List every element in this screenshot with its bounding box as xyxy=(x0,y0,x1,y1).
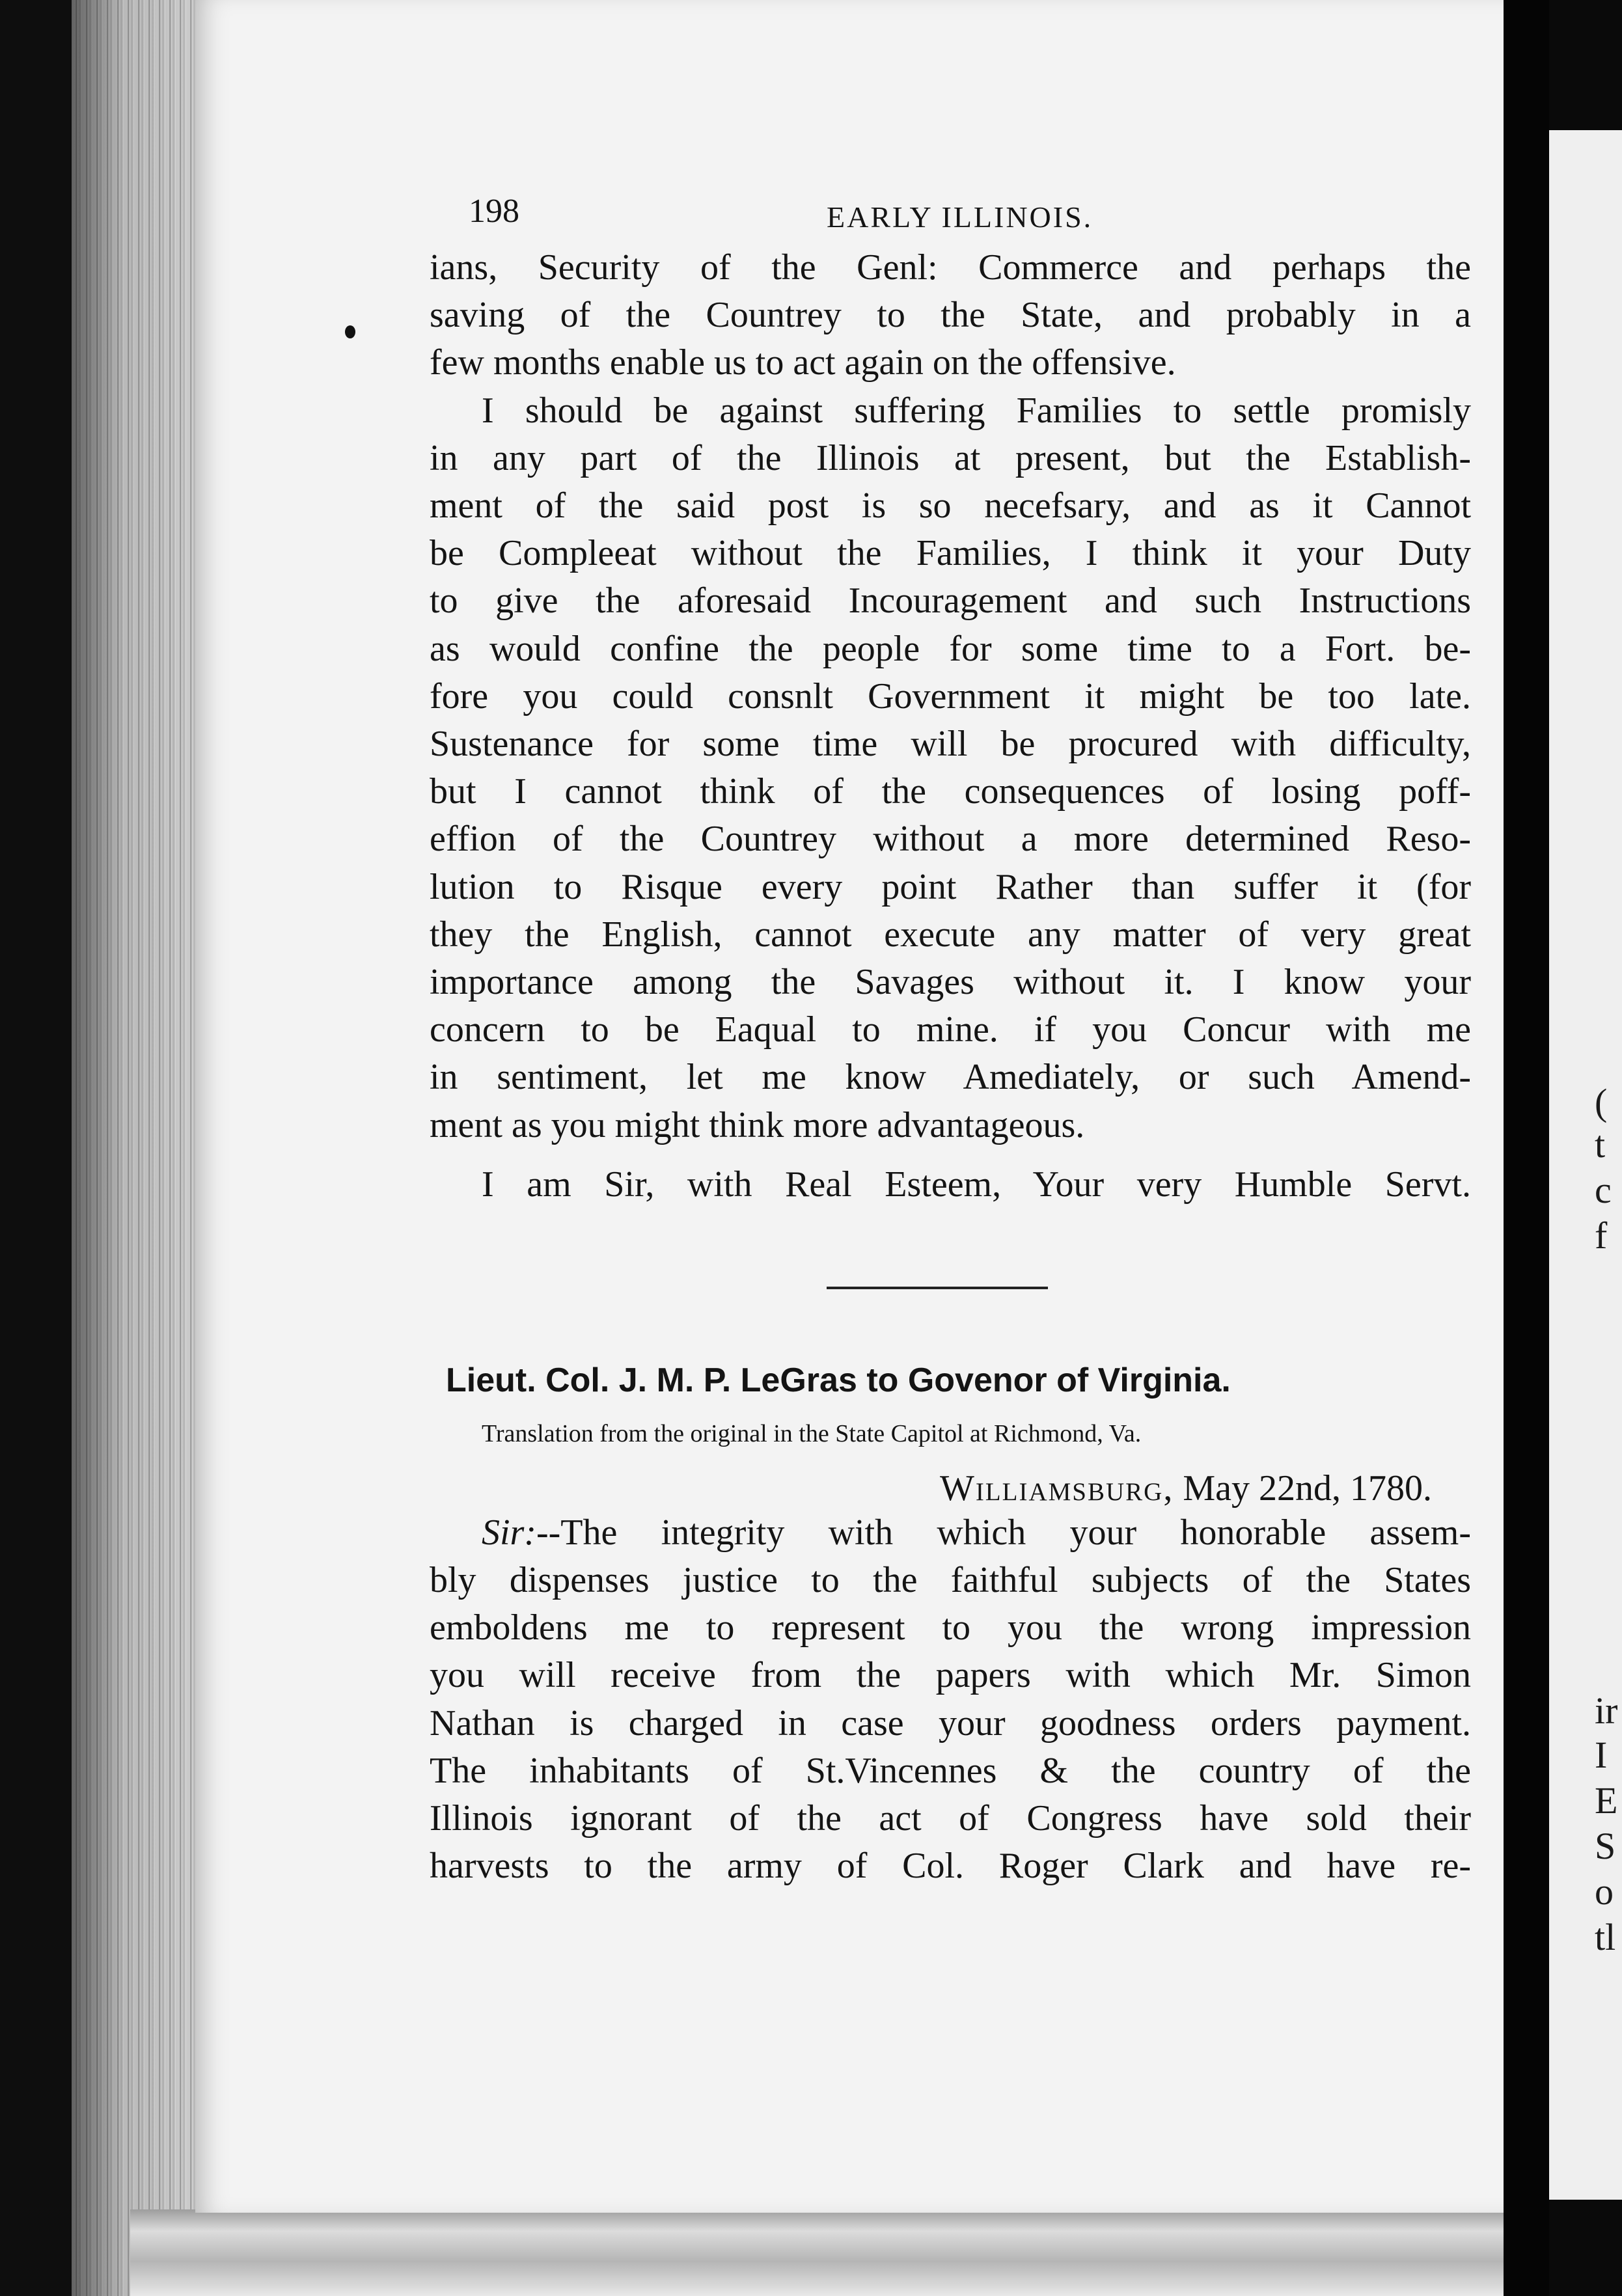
text-line: harvests to the army of Col. Roger Clark and have re- xyxy=(430,1846,1471,1887)
running-head xyxy=(430,185,1471,244)
letter-heading: Lieut. Col. J. M. P. LeGras to Govenor of Virginia. xyxy=(446,1361,1231,1399)
adjacent-page-fragment: S xyxy=(1595,1825,1616,1867)
book-spine-shadow xyxy=(72,0,202,2296)
adjacent-page-fragment: E xyxy=(1595,1779,1618,1822)
text-line: concern to be Eaqual to mine. if you Concur with me xyxy=(430,1009,1471,1050)
page-number: 198 xyxy=(469,193,519,230)
text-line: lution to Risque every point Rather than suffer it (for xyxy=(430,866,1471,907)
continued-letter xyxy=(430,244,1471,1209)
dateline-place: Williamsburg, xyxy=(939,1468,1174,1509)
text-line: few months enable us to act again on the offensive. xyxy=(430,342,1176,383)
text-line: be Compleeat without the Families, I think it your Duty xyxy=(430,533,1471,574)
text-line: ment as you might think more advantageous. xyxy=(430,1104,1085,1145)
page-text xyxy=(430,185,1471,1890)
adjacent-page-fragment: ( xyxy=(1595,1081,1608,1123)
adjacent-page-fragment: t xyxy=(1595,1123,1606,1166)
text-line: they the English, cannot execute any matter of very great xyxy=(430,914,1471,955)
text-line: bly dispenses justice to the faithful subjects of the States xyxy=(430,1560,1471,1601)
scanner-background-left xyxy=(0,0,72,2296)
book-gutter xyxy=(1504,0,1549,2296)
adjacent-page-fragment: c xyxy=(1595,1169,1612,1211)
text-line: fore you could consnlt Government it might be too late. xyxy=(430,676,1471,717)
book-bottom-edge xyxy=(130,2209,1536,2296)
text-line: Illinois ignorant of the act of Congress have sold their xyxy=(430,1798,1471,1839)
text-line: emboldens me to represent to you the wrong impression xyxy=(430,1607,1471,1648)
text-line: effion of the Countrey without a more determined Reso- xyxy=(430,819,1471,860)
text-line: you will receive from the papers with which Mr. Simon xyxy=(430,1655,1471,1696)
text-line: ians, Security of the Genl: Commerce and perhaps the xyxy=(430,247,1471,288)
text-line: in sentiment, let me know Amediately, or such Amend- xyxy=(430,1057,1471,1098)
adjacent-page-fragment: ir xyxy=(1595,1689,1618,1732)
letter-dateline xyxy=(430,1468,1471,1509)
text-line-first xyxy=(430,1509,1471,1557)
letter-closing: I am Sir, with Real Esteem, Your very Humble Servt. xyxy=(482,1164,1471,1205)
salutation: Sir: xyxy=(482,1512,536,1553)
text-line: Nathan is charged in case your goodness orders payment. xyxy=(430,1702,1471,1743)
running-head-title: EARLY ILLINOIS. xyxy=(827,200,1093,234)
scan-speck xyxy=(345,325,355,338)
text-line: in any part of the Illinois at present, but the Establish- xyxy=(430,437,1471,478)
adjacent-page-fragment: f xyxy=(1595,1214,1608,1257)
text-line: importance among the Savages without it. I know your xyxy=(430,962,1471,1003)
text-line: saving of the Countrey to the State, and probably in a xyxy=(430,295,1471,336)
adjacent-page-bottom-shadow xyxy=(1549,2200,1622,2296)
text-line: but I cannot think of the consequences of losing poff- xyxy=(430,771,1471,812)
dateline-date: May 22nd, 1780. xyxy=(1183,1468,1432,1509)
text-line: The inhabitants of St.Vincennes & the country of the xyxy=(430,1750,1471,1791)
section-divider xyxy=(827,1287,1048,1289)
text-line: as would confine the people for some time to a Fort. be- xyxy=(430,628,1471,669)
first-line-text: --The integrity with which your honorable assem- xyxy=(536,1512,1471,1553)
letter-subtitle: Translation from the original in the State Capitol at Richmond, Va. xyxy=(482,1419,1142,1447)
adjacent-page-fragment: I xyxy=(1595,1734,1608,1776)
text-line: ment of the said post is so necefsary, and as it Cannot xyxy=(430,485,1471,526)
adjacent-page-fragment: o xyxy=(1595,1870,1614,1913)
adjacent-page-top-shadow xyxy=(1549,0,1622,130)
text-line: I should be against suffering Families to settle promisly xyxy=(482,390,1471,431)
text-line: to give the aforesaid Incouragement and such Instructions xyxy=(430,581,1471,622)
new-letter-body xyxy=(430,1509,1471,1891)
text-line: Sustenance for some time will be procured with difficulty, xyxy=(430,724,1471,765)
adjacent-page-fragment: tl xyxy=(1595,1916,1616,1958)
